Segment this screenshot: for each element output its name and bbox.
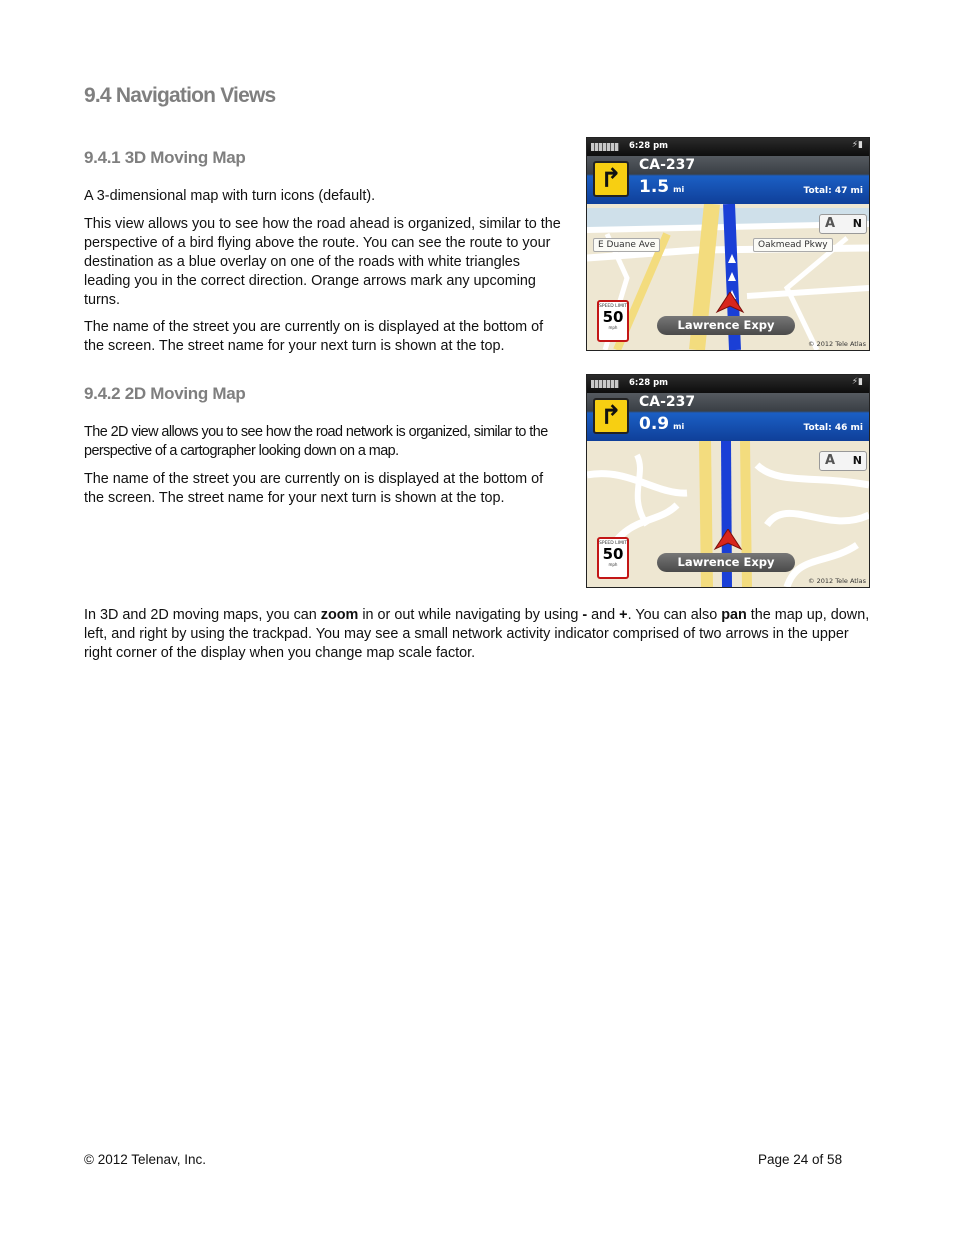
zoom-term: zoom [320, 607, 359, 623]
road-label: Oakmead Pkwy [753, 238, 833, 252]
page-number: Page 24 of 58 [758, 1152, 843, 1167]
speed-limit-sign: SPEED LIMIT 50 mph [597, 300, 629, 342]
position-arrow-icon [713, 529, 743, 551]
signal-icon: ⚡▮ [851, 377, 863, 387]
turn-right-icon: ↱ [593, 161, 629, 197]
paragraph: The 2D view allows you to see how the road network is organized, similar to the perspective of a cartographer looking down on a map. [84, 424, 548, 459]
compass-n: N [852, 454, 862, 467]
status-time: 6:28 pm [629, 378, 669, 388]
status-bar [587, 375, 869, 393]
next-turn-banner [587, 156, 869, 204]
distance: 0.9 mi [639, 414, 685, 434]
screenshot-2d-map [586, 374, 870, 588]
current-street: Lawrence Expy [657, 553, 795, 572]
turn-right-icon: ↱ [593, 398, 629, 434]
footer-copyright: © 2012 Telenav, Inc. [84, 1152, 207, 1167]
map-copyright: © 2012 Tele Atlas [808, 577, 866, 585]
section-title: 9.4 Navigation Views [84, 84, 276, 107]
compass-a: A [825, 453, 836, 468]
road-label: E Duane Ave [593, 238, 660, 252]
current-street: Lawrence Expy [657, 316, 795, 335]
position-arrow-icon [715, 292, 745, 314]
compass-button[interactable] [819, 214, 867, 234]
signal-icon: ⚡▮ [851, 140, 863, 150]
pan-term: pan [721, 607, 747, 623]
paragraph: This view allows you to see how the road ahead is organized, similar to the perspective of a bird flying above the route. You can see the route to your destination as a blue overlay on one of the roads with white triangles leading you in the correct direction. Orange arrows mark any upcoming turns. [84, 216, 561, 308]
status-bar [587, 138, 869, 156]
next-turn-banner [587, 393, 869, 441]
compass-button[interactable] [819, 451, 867, 471]
battery-icon [591, 143, 619, 151]
summary-paragraph: In 3D and 2D moving maps, you can zoom in or out while navigating by using - and +. You can also pan the map up, down, left, and right by using the trackpad. You may see a small network activity indicator comprised of two arrows in the upper right corner of the display when you change map scale factor. [84, 607, 870, 661]
screenshot-3d-map [586, 137, 870, 351]
heading-3d-moving-map: 9.4.1 3D Moving Map [84, 148, 246, 167]
compass-n: N [852, 217, 862, 230]
speed-limit-sign: SPEED LIMIT 50 mph [597, 537, 629, 579]
total-distance: Total: 46 mi [803, 423, 863, 433]
heading-2d-moving-map: 9.4.2 2D Moving Map [84, 384, 246, 403]
next-street: CA-237 [639, 157, 696, 173]
paragraph: A 3-dimensional map with turn icons (default). [84, 188, 376, 204]
next-street: CA-237 [639, 394, 696, 410]
paragraph: The name of the street you are currently on is displayed at the bottom of the screen. The street name for your next turn is shown at the top. [84, 471, 544, 506]
status-time: 6:28 pm [629, 141, 669, 151]
compass-a: A [825, 216, 836, 231]
paragraph: The name of the street you are currently on is displayed at the bottom of the screen. The street name for your next turn is shown at the top. [84, 319, 544, 354]
battery-icon [591, 380, 619, 388]
map-copyright: © 2012 Tele Atlas [808, 340, 866, 348]
total-distance: Total: 47 mi [803, 186, 863, 196]
distance: 1.5 mi [639, 177, 685, 197]
